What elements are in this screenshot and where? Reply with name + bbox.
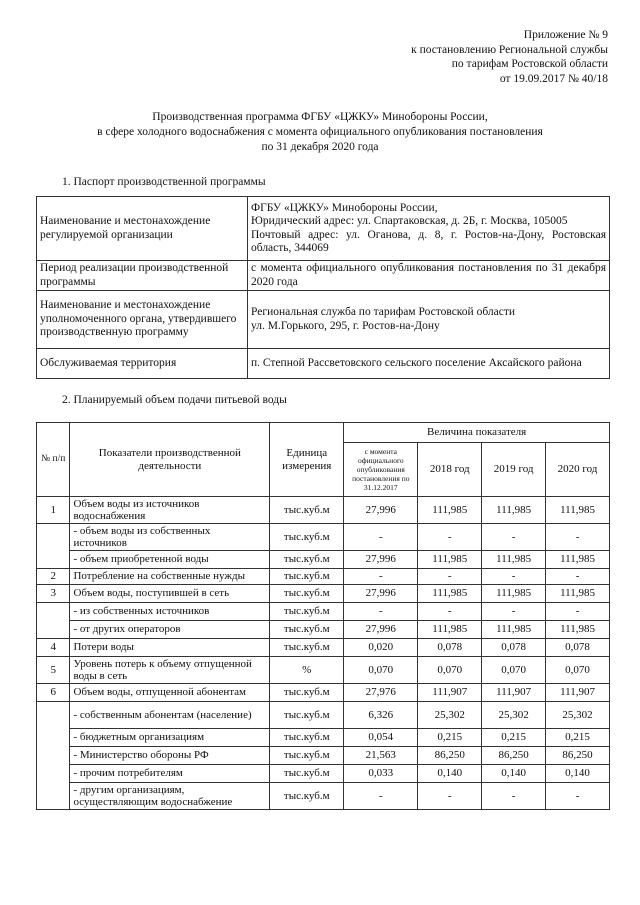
row-indicator: Объем воды, поступившей в сеть xyxy=(70,585,270,603)
row-unit: тыс.куб.м xyxy=(270,747,344,765)
row-value: 111,985 xyxy=(546,551,610,569)
row-value: 111,985 xyxy=(546,497,610,524)
row-indicator: Потери воды xyxy=(70,639,270,657)
row-value: 111,985 xyxy=(482,497,546,524)
row-value: - xyxy=(482,569,546,585)
row-unit: тыс.куб.м xyxy=(270,765,344,783)
table-row xyxy=(37,657,610,684)
row-value: 25,302 xyxy=(482,702,546,729)
row-unit: тыс.куб.м xyxy=(270,524,344,551)
row-value: 27,996 xyxy=(344,497,418,524)
value-line: Региональная служба по тарифам Ростовской области xyxy=(251,306,516,318)
row-value: 0,070 xyxy=(418,657,482,684)
row-indicator: - другим организациям, осуществляющим водоснабжение xyxy=(70,783,270,810)
row-num: 1 xyxy=(37,497,70,524)
table-row xyxy=(37,729,610,747)
value-line: Юридический адрес: ул. Спартаковская, д. 2Б, г. Москва, 105005 xyxy=(251,215,568,227)
row-value: 0,020 xyxy=(344,639,418,657)
row-num xyxy=(37,702,70,810)
row-value: - xyxy=(418,783,482,810)
row-value: 86,250 xyxy=(418,747,482,765)
row-value: - xyxy=(546,783,610,810)
table-row xyxy=(37,621,610,639)
row-unit: тыс.куб.м xyxy=(270,621,344,639)
row-value: 0,054 xyxy=(344,729,418,747)
row-value: 111,985 xyxy=(482,585,546,603)
row-value: 111,907 xyxy=(418,684,482,702)
row-unit: % xyxy=(270,657,344,684)
row-value: 0,140 xyxy=(482,765,546,783)
row-value: 25,302 xyxy=(418,702,482,729)
table-row xyxy=(37,765,610,783)
table-row xyxy=(37,684,610,702)
row-value: 0,215 xyxy=(546,729,610,747)
value-line: ул. М.Горького, 295, г. Ростов-на-Дону xyxy=(251,319,440,332)
row-value: 111,985 xyxy=(546,621,610,639)
col-2018: 2018 год xyxy=(418,443,482,497)
row-indicator: - прочим потребителям xyxy=(70,765,270,783)
row-unit: тыс.куб.м xyxy=(270,702,344,729)
row-indicator: - объем приобретенной воды xyxy=(70,551,270,569)
document-title xyxy=(40,110,600,155)
row-value: - xyxy=(482,524,546,551)
passport-table xyxy=(36,196,610,379)
row-value: - xyxy=(546,569,610,585)
row-indicator: - от других операторов xyxy=(70,621,270,639)
row-value: - xyxy=(482,603,546,621)
row-indicator: Объем воды, отпущенной абонентам xyxy=(70,684,270,702)
row-unit: тыс.куб.м xyxy=(270,603,344,621)
row-value: - xyxy=(344,524,418,551)
row-unit: тыс.куб.м xyxy=(270,684,344,702)
row-value: 111,985 xyxy=(418,621,482,639)
row-value: - xyxy=(418,524,482,551)
row-value: 111,985 xyxy=(546,585,610,603)
col-period0: с момента официального опубликования постановления по 31.12.2017 xyxy=(344,443,418,497)
table-row xyxy=(37,783,610,810)
row-value: - xyxy=(344,603,418,621)
row-unit: тыс.куб.м xyxy=(270,783,344,810)
passport-label: Период реализации производственной программы xyxy=(37,261,248,291)
value-line: ФГБУ «ЦЖКУ» Минобороны России, xyxy=(251,201,438,214)
row-indicator: Уровень потерь к объему отпущенной воды в сеть xyxy=(70,657,270,684)
row-value: 111,985 xyxy=(418,551,482,569)
row-value: 111,907 xyxy=(546,684,610,702)
row-value: 0,215 xyxy=(418,729,482,747)
row-value: 111,985 xyxy=(482,551,546,569)
row-value: - xyxy=(418,569,482,585)
row-num xyxy=(37,603,70,639)
row-indicator: Потребление на собственные нужды xyxy=(70,569,270,585)
table-row xyxy=(37,497,610,524)
table-row xyxy=(37,585,610,603)
row-value: 0,070 xyxy=(344,657,418,684)
table-row xyxy=(37,747,610,765)
row-value: - xyxy=(344,569,418,585)
row-value: - xyxy=(546,603,610,621)
appendix-line: по тарифам Ростовской области xyxy=(451,58,608,70)
title-line: в сфере холодного водоснабжения с момента официального опубликования постановления xyxy=(97,126,543,138)
row-value: 111,985 xyxy=(418,585,482,603)
row-value: 111,985 xyxy=(418,497,482,524)
passport-label: Наименование и местонахождение регулируемой организации xyxy=(37,197,248,261)
appendix-line: от 19.09.2017 № 40/18 xyxy=(499,72,608,85)
row-indicator: - из собственных источников xyxy=(70,603,270,621)
col-indicator: Показатели производственной деятельности xyxy=(70,423,270,497)
row-value: 86,250 xyxy=(482,747,546,765)
row-indicator: - объем воды из собственных источников xyxy=(70,524,270,551)
row-value: 27,976 xyxy=(344,684,418,702)
row-value: 27,996 xyxy=(344,621,418,639)
value-line: Почтовый адрес: ул. Оганова, д. 8, г. Ростов-на-Дону, Ростовская область, 344069 xyxy=(251,228,606,254)
row-unit: тыс.куб.м xyxy=(270,639,344,657)
table-row xyxy=(37,639,610,657)
row-value: 0,078 xyxy=(482,639,546,657)
row-value: 27,996 xyxy=(344,585,418,603)
col-num: № п/п xyxy=(37,423,70,497)
table-row xyxy=(37,197,610,261)
table-row xyxy=(37,569,610,585)
passport-label: Обслуживаемая территория xyxy=(37,349,248,379)
table-row xyxy=(37,524,610,551)
title-line: по 31 декабря 2020 года xyxy=(261,141,379,153)
appendix-line: к постановлению Региональной службы xyxy=(411,43,608,56)
row-value: 86,250 xyxy=(546,747,610,765)
table-row xyxy=(37,261,610,291)
col-2019: 2019 год xyxy=(482,443,546,497)
passport-value xyxy=(248,197,610,261)
passport-value xyxy=(248,291,610,349)
row-num: 5 xyxy=(37,657,70,684)
table-row xyxy=(37,603,610,621)
row-indicator: - собственным абонентам (население) xyxy=(70,702,270,729)
col-2020: 2020 год xyxy=(546,443,610,497)
row-value: 0,140 xyxy=(418,765,482,783)
appendix-line: Приложение № 9 xyxy=(523,29,608,41)
row-value: - xyxy=(418,603,482,621)
water-volume-table xyxy=(36,422,610,810)
table-row xyxy=(37,551,610,569)
col-unit: Единица измерения xyxy=(270,423,344,497)
passport-value: п. Степной Рассветовского сельского поселение Аксайского района xyxy=(248,349,610,379)
row-value: 0,070 xyxy=(482,657,546,684)
row-unit: тыс.куб.м xyxy=(270,551,344,569)
row-num: 6 xyxy=(37,684,70,702)
row-value: 0,140 xyxy=(546,765,610,783)
row-num: 4 xyxy=(37,639,70,657)
row-value: 25,302 xyxy=(546,702,610,729)
row-value: 27,996 xyxy=(344,551,418,569)
col-value-group: Величина показателя xyxy=(344,423,610,443)
row-value: 0,078 xyxy=(418,639,482,657)
section2-heading: 2. Планируемый объем подачи питьевой воды xyxy=(62,394,287,406)
row-value: - xyxy=(546,524,610,551)
table-row xyxy=(37,291,610,349)
header-row xyxy=(37,423,610,443)
row-indicator: Объем воды из источников водоснабжения xyxy=(70,497,270,524)
row-num xyxy=(37,524,70,569)
table-row xyxy=(37,702,610,729)
row-value: 6,326 xyxy=(344,702,418,729)
title-line: Производственная программа ФГБУ «ЦЖКУ» Минобороны России, xyxy=(152,111,488,123)
row-indicator: - Министерство обороны РФ xyxy=(70,747,270,765)
row-unit: тыс.куб.м xyxy=(270,497,344,524)
row-value: - xyxy=(482,783,546,810)
row-num: 3 xyxy=(37,585,70,603)
row-value: - xyxy=(344,783,418,810)
row-value: 0,078 xyxy=(546,639,610,657)
appendix-header xyxy=(411,28,608,86)
table-row xyxy=(37,349,610,379)
passport-value: с момента официального опубликования постановления по 31 декабря 2020 года xyxy=(248,261,610,291)
row-num: 2 xyxy=(37,569,70,585)
row-indicator: - бюджетным организациям xyxy=(70,729,270,747)
row-value: 21,563 xyxy=(344,747,418,765)
row-value: 111,907 xyxy=(482,684,546,702)
row-unit: тыс.куб.м xyxy=(270,729,344,747)
section1-heading: 1. Паспорт производственной программы xyxy=(62,176,266,188)
row-value: 0,070 xyxy=(546,657,610,684)
row-unit: тыс.куб.м xyxy=(270,569,344,585)
row-unit: тыс.куб.м xyxy=(270,585,344,603)
row-value: 111,985 xyxy=(482,621,546,639)
row-value: 0,215 xyxy=(482,729,546,747)
passport-label: Наименование и местонахождение уполномоченного органа, утвердившего производственную программу xyxy=(37,291,248,349)
row-value: 0,033 xyxy=(344,765,418,783)
